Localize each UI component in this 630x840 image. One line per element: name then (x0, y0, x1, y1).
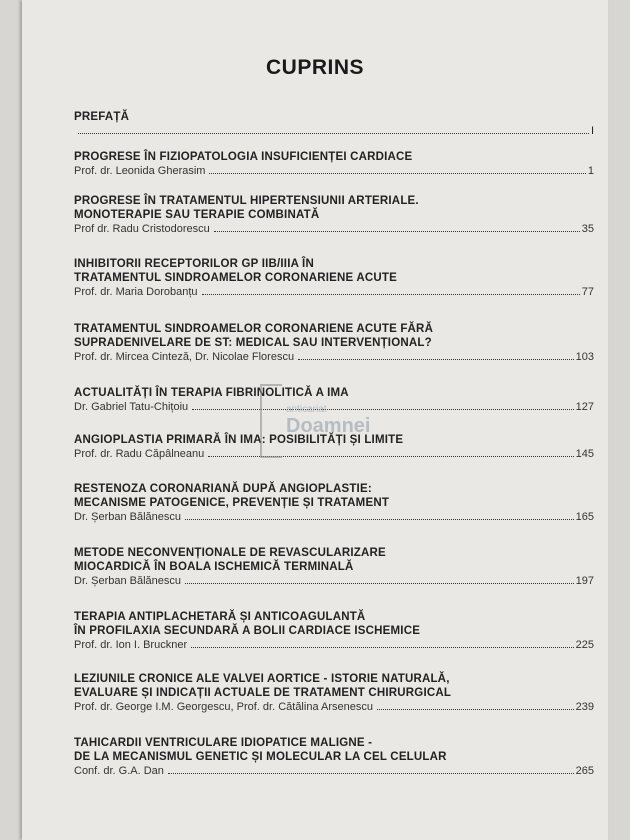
entry-heading-line2: SUPRADENIVELARE DE ST: MEDICAL SAU INTERVENȚIONAL? (74, 337, 432, 349)
toc-entry (74, 194, 594, 236)
entry-heading: INHIBITORII RECEPTORILOR GP IIB/IIIA ÎN (74, 258, 314, 270)
entry-author: Prof. dr. Mircea Cinteză, Dr. Nicolae Florescu (74, 351, 295, 363)
toc-entry (74, 150, 594, 178)
dot-leader (191, 647, 574, 648)
toc-entry (74, 610, 594, 652)
toc-entry-preface (74, 110, 594, 138)
dot-leader (209, 173, 585, 174)
entry-heading-line2: MIOCARDICĂ ÎN BOALA ISCHEMICĂ TERMINALĂ (74, 561, 354, 573)
entry-author: Dr. Șerban Bălănescu (74, 575, 182, 587)
entry-page-number: 145 (575, 448, 594, 460)
toc-entry (74, 257, 594, 299)
toc-entry (74, 546, 594, 588)
entry-heading: PREFAȚĂ (74, 111, 130, 123)
entry-author: Dr. Șerban Bălănescu (74, 511, 182, 523)
dot-leader (78, 133, 589, 134)
entry-author: Conf. dr. G.A. Dan (74, 765, 164, 777)
entry-page-number: 35 (581, 223, 594, 235)
dot-leader (377, 709, 574, 710)
dot-leader (202, 294, 580, 295)
entry-author: Prof. dr. George I.M. Georgescu, Prof. dr. Cătălina Arsenescu (74, 701, 373, 713)
entry-heading-line2: MECANISME PATOGENICE, PREVENȚIE ȘI TRATAMENT (74, 497, 390, 509)
entry-heading: ANGIOPLASTIA PRIMARĂ ÎN IMA: POSIBILITĂȚI ȘI LIMITE (74, 434, 404, 446)
toc-entry (74, 672, 594, 714)
watermark-small-text: anticariat (286, 404, 327, 415)
toc-entry (74, 322, 594, 364)
entry-heading: TRATAMENTUL SINDROAMELOR CORONARIENE ACUTE FĂRĂ (74, 323, 434, 335)
watermark-frame (260, 384, 282, 458)
entry-page-number: I (590, 125, 594, 137)
dot-leader (192, 409, 574, 410)
entry-heading: TAHICARDII VENTRICULARE IDIOPATICE MALIGNE - (74, 737, 373, 749)
dot-leader (214, 231, 580, 232)
entry-heading: RESTENOZA CORONARIANĂ DUPĂ ANGIOPLASTIE: (74, 483, 372, 495)
toc-title: CUPRINS (265, 56, 364, 79)
entry-heading: TERAPIA ANTIPLACHETARĂ ȘI ANTICOAGULANTĂ (74, 611, 366, 623)
entry-page-number: 197 (575, 575, 594, 587)
dot-leader (298, 359, 574, 360)
entry-page-number: 77 (581, 286, 594, 298)
entry-heading: PROGRESE ÎN TRATAMENTUL HIPERTENSIUNII ARTERIALE. (74, 195, 419, 207)
entry-heading-line2: MONOTERAPIE SAU TERAPIE COMBINATĂ (74, 209, 320, 221)
entry-page-number: 103 (575, 351, 594, 363)
entry-author: Dr. Gabriel Tatu-Chițoiu (74, 401, 189, 413)
entry-heading: PROGRESE ÎN FIZIOPATOLOGIA INSUFICIENȚEI CARDIACE (74, 151, 413, 163)
entry-heading: ACTUALITĂȚI ÎN TERAPIA FIBRINOLITICĂ A IMA (74, 387, 349, 399)
watermark-brand-text: Doamnei (286, 415, 371, 437)
dot-leader (185, 583, 574, 584)
entry-author: Prof. dr. Radu Căpâlneanu (74, 448, 205, 460)
dot-leader (168, 773, 574, 774)
entry-page-number: 225 (575, 639, 594, 651)
book-page (22, 0, 608, 840)
entry-author: Prof. dr. Ion I. Bruckner (74, 639, 188, 651)
entry-heading: LEZIUNILE CRONICE ALE VALVEI AORTICE - ISTORIE NATURALĂ, (74, 673, 450, 685)
entry-page-number: 239 (575, 701, 594, 713)
entry-heading-line2: TRATAMENTUL SINDROAMELOR CORONARIENE ACUTE (74, 272, 397, 284)
entry-heading-line2: ÎN PROFILAXIA SECUNDARĂ A BOLII CARDIACE ISCHEMICE (74, 625, 421, 637)
entry-page-number: 265 (575, 765, 594, 777)
entry-page-number: 127 (575, 401, 594, 413)
entry-heading-line2: EVALUARE ȘI INDICAȚII ACTUALE DE TRATAMENT CHIRURGICAL (74, 687, 452, 699)
entry-author: Prof dr. Radu Cristodorescu (74, 223, 210, 235)
entry-heading-line2: DE LA MECANISMUL GENETIC ȘI MOLECULAR LA CEL CELULAR (74, 751, 447, 763)
entry-author: Prof. dr. Leonida Gherasim (74, 165, 206, 177)
entry-heading: METODE NECONVENȚIONALE DE REVASCULARIZARE (74, 547, 386, 559)
entry-author: Prof. dr. Maria Dorobanțu (74, 286, 198, 298)
watermark (260, 384, 370, 458)
toc-entry (74, 736, 594, 778)
entry-page-number: 165 (575, 511, 594, 523)
toc-entry (74, 482, 594, 524)
dot-leader (185, 519, 574, 520)
entry-page-number: 1 (587, 165, 594, 177)
